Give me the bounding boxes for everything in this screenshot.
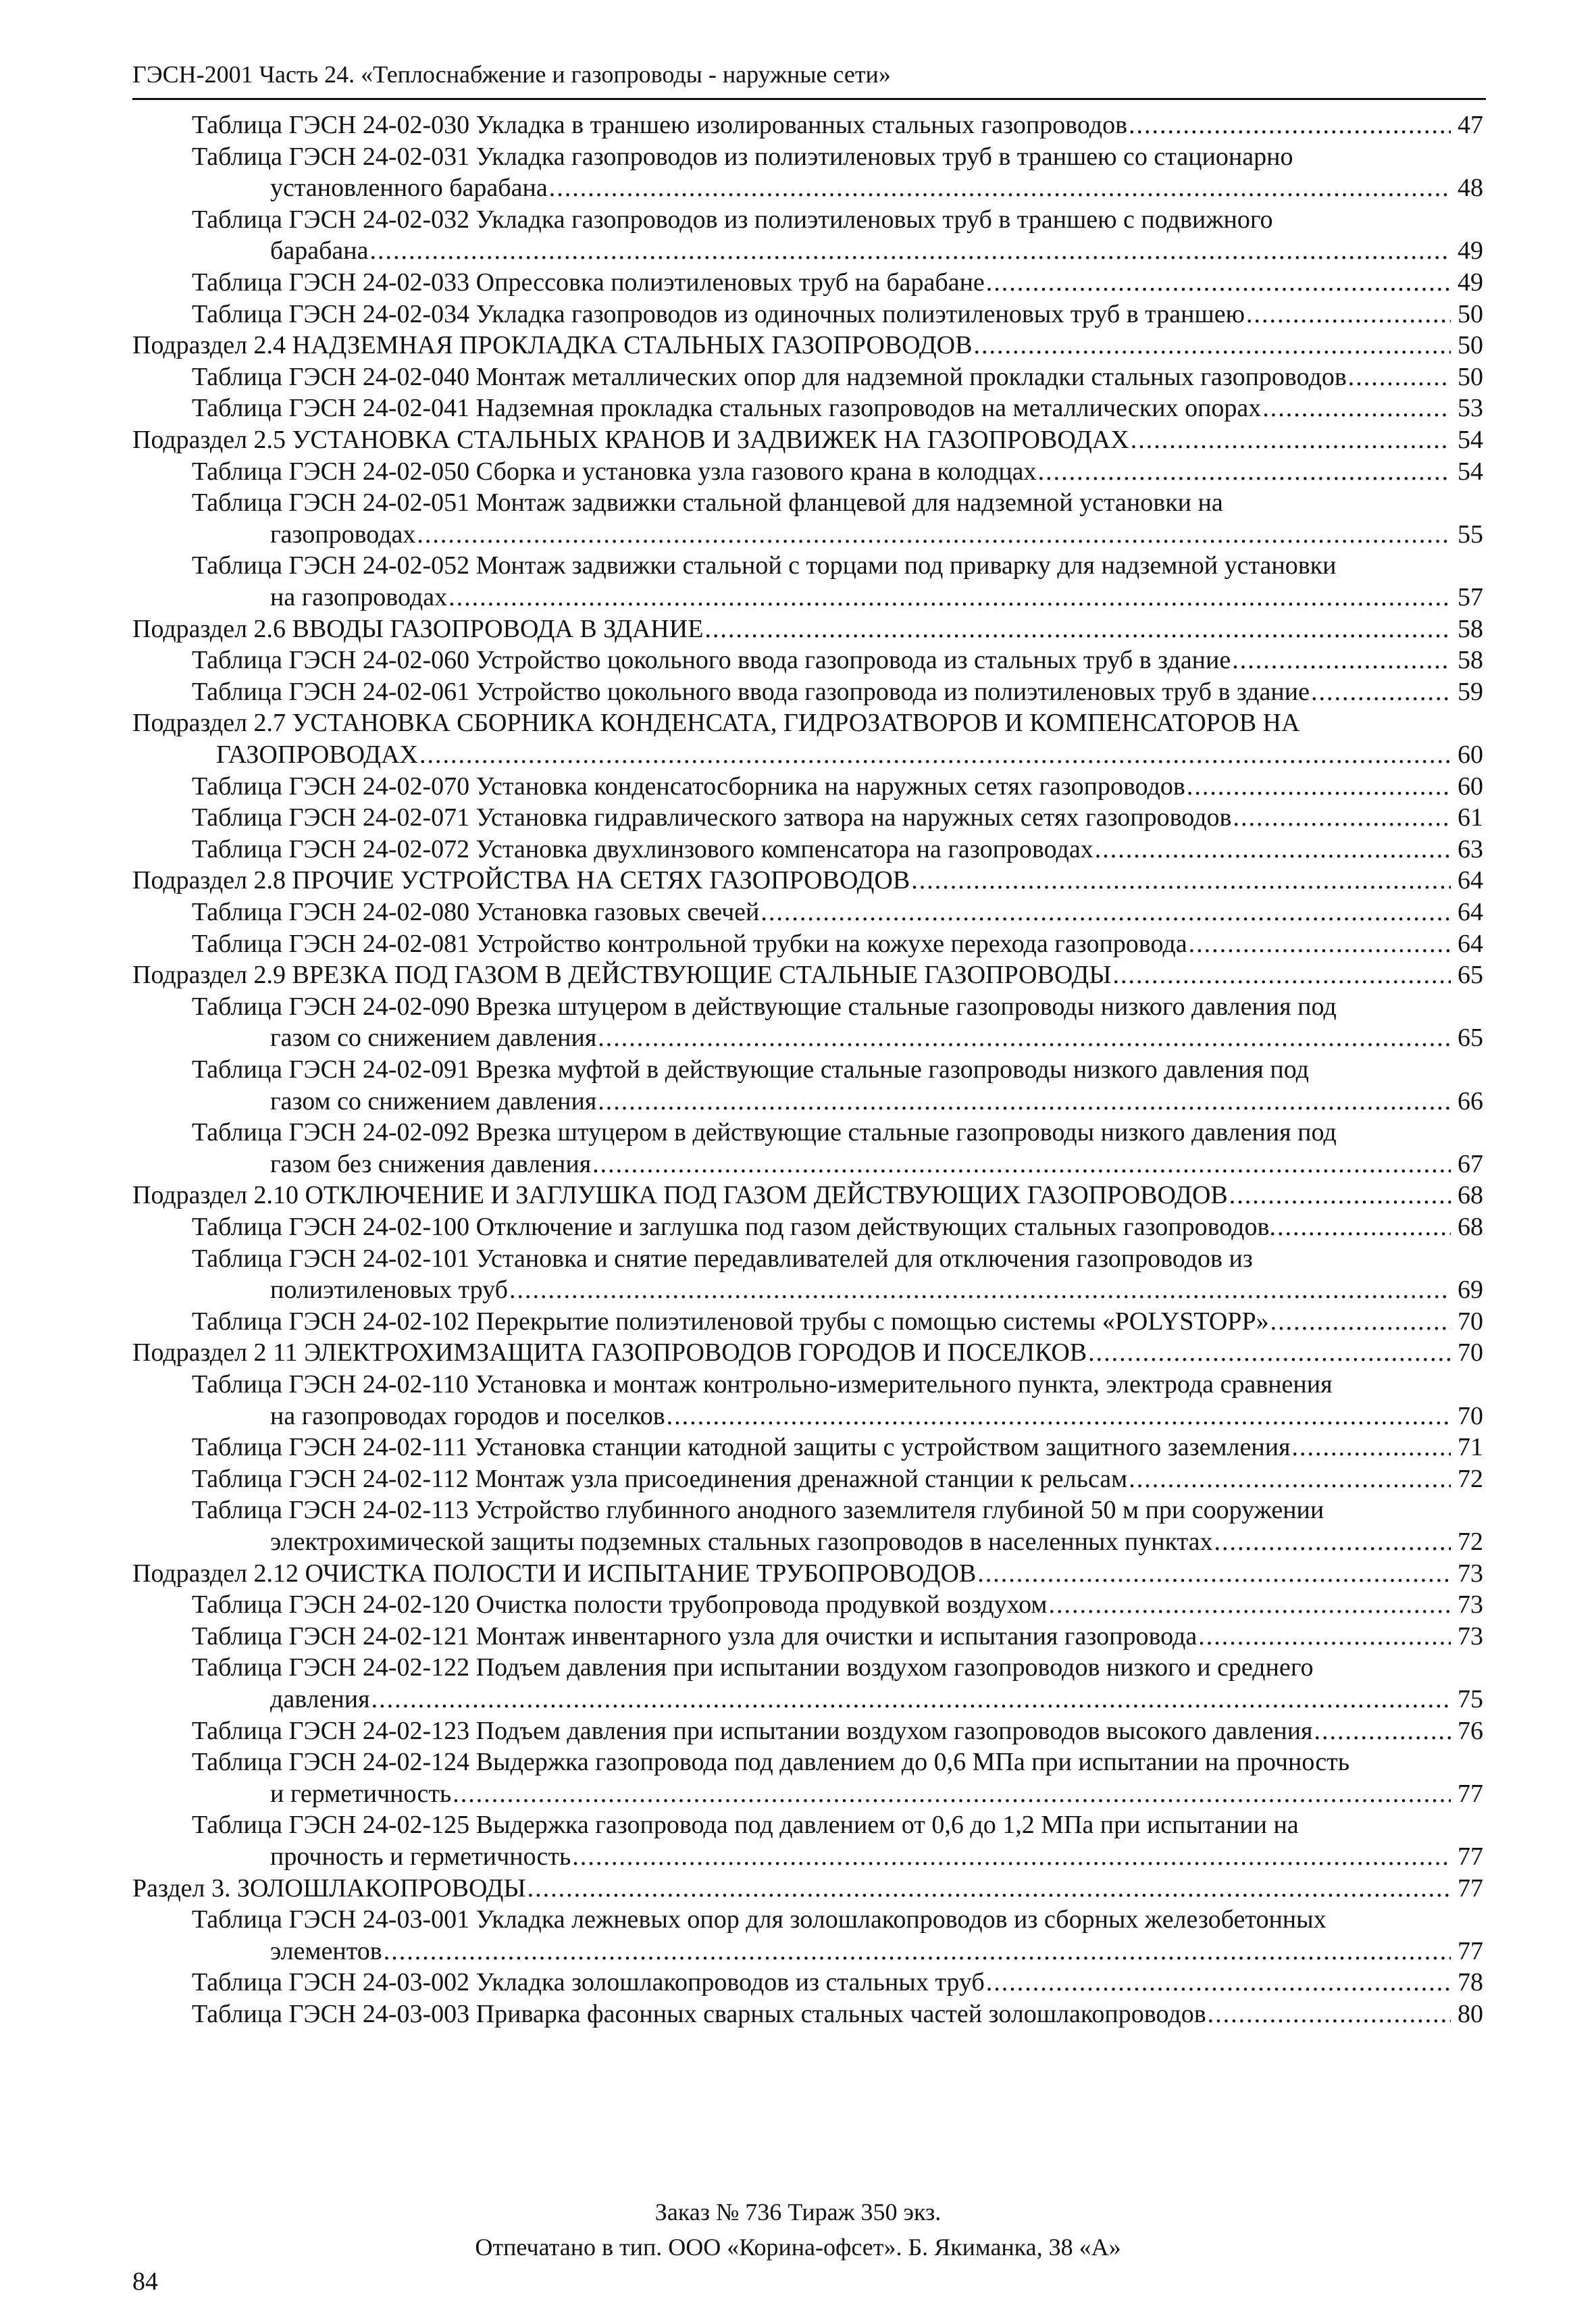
dot-leader [598, 1086, 1451, 1117]
dot-leader [598, 1022, 1451, 1053]
toc-page-number: 68 [1458, 1213, 1483, 1241]
toc-entry-text: на газопроводах городов и поселков [270, 1402, 665, 1430]
toc-entry-text: Таблица ГЭСН 24-02-040 Монтаж металлических опор для надземной прокладки стальных газопроводов [192, 363, 1347, 391]
toc-entry-text: Подраздел 2.5 УСТАНОВКА СТАЛЬНЫХ КРАНОВ И ЗАДВИЖЕК НА ГАЗОПРОВОДАХ [132, 426, 1129, 454]
dot-leader [1229, 1180, 1451, 1211]
toc-page-number: 64 [1458, 930, 1483, 958]
toc-entry-text: Подраздел 2.4 НАДЗЕМНАЯ ПРОКЛАДКА СТАЛЬНЫХ ГАЗОПРОВОДОВ [132, 331, 973, 359]
toc-page-number: 70 [1458, 1402, 1483, 1430]
toc-entry-text: Таблица ГЭСН 24-02-090 Врезка штуцером в действующие стальные газопроводы низкого давления под [192, 992, 1337, 1021]
toc-entry-text: газом со снижением давления [270, 1024, 597, 1052]
dot-leader [384, 1936, 1451, 1967]
toc-entry-text: Таблица ГЭСН 24-02-120 Очистка полости трубопровода продувкой воздухом [192, 1590, 1048, 1619]
dot-leader [1270, 1306, 1451, 1337]
dot-leader [986, 267, 1451, 298]
toc-entry-text: Таблица ГЭСН 24-02-052 Монтаж задвижки стальной с торцами под приварку для надземной установки [192, 551, 1337, 580]
toc-entry-text: Подраздел 2.12 ОЧИСТКА ПОЛОСТИ И ИСПЫТАНИЕ ТРУБОПРОВОДОВ [132, 1559, 977, 1588]
toc-entry-text: Таблица ГЭСН 24-03-001 Укладка лежневых опор для золошлакопроводов из сборных железобетонных [192, 1905, 1327, 1934]
toc-entry-text: Таблица ГЭСН 24-02-041 Надземная прокладка стальных газопроводов на металлических опорах [192, 394, 1262, 422]
toc-page-number: 50 [1458, 331, 1483, 359]
toc-entry-text: Таблица ГЭСН 24-02-124 Выдержка газопровода под давлением до 0,6 МПа при испытании на прочность [192, 1748, 1350, 1776]
toc-page-number: 50 [1458, 300, 1483, 328]
dot-leader [419, 739, 1451, 770]
toc-entry-text: Таблица ГЭСН 24-02-100 Отключение и заглушка под газом действующих стальных газопроводов. [192, 1213, 1276, 1241]
dot-leader [417, 519, 1451, 550]
print-order-info: Заказ № 736 Тираж 350 экз. [654, 2198, 942, 2225]
toc-page-number: 72 [1458, 1465, 1483, 1493]
dot-leader [1232, 645, 1451, 676]
toc-page-number: 78 [1458, 1968, 1483, 1996]
toc-page-number: 49 [1458, 268, 1483, 297]
toc-entry-text: Подраздел 2.8 ПРОЧИЕ УСТРОЙСТВА НА СЕТЯХ ГАЗОПРОВОДОВ [132, 866, 910, 895]
dot-leader [1048, 1589, 1451, 1620]
toc-entry-text: ГАЗОПРОВОДАХ [216, 740, 418, 769]
dot-leader [977, 1558, 1451, 1589]
dot-leader [1187, 771, 1451, 802]
toc-page-number: 61 [1458, 803, 1483, 832]
toc-entry-text: элементов [270, 1937, 382, 1965]
dot-leader [761, 897, 1451, 928]
toc-entry-text: Таблица ГЭСН 24-02-070 Установка конденсатосборника на наружных сетях газопроводов [192, 772, 1185, 801]
toc-entry-text: Подраздел 2.6 ВВОДЫ ГАЗОПРОВОДА В ЗДАНИЕ [132, 615, 704, 643]
toc-entry-text: Таблица ГЭСН 24-02-125 Выдержка газопровода под давлением от 0,6 до 1,2 МПа при испытании на [192, 1811, 1299, 1839]
toc-entry-text: Таблица ГЭСН 24-02-110 Установка и монтаж контрольно-измерительного пункта, электрода сравнения [192, 1370, 1333, 1399]
toc-page-number: 65 [1458, 1024, 1483, 1052]
dot-leader [448, 582, 1451, 613]
dot-leader [1314, 1715, 1451, 1746]
toc-entry-text: Таблица ГЭСН 24-02-122 Подъем давления при испытании воздухом газопроводов низкого и среднего [192, 1653, 1314, 1682]
dot-leader [549, 172, 1451, 203]
toc-entry-text: Таблица ГЭСН 24-02-123 Подъем давления при испытании воздухом газопроводов высокого давления [192, 1717, 1313, 1745]
toc-page-number: 64 [1458, 866, 1483, 895]
toc-entry-text: Раздел 3. ЗОЛОШЛАКОПРОВОДЫ [132, 1874, 526, 1903]
toc-entry-text: Подраздел 2.7 УСТАНОВКА СБОРНИКА КОНДЕНСАТА, ГИДРОЗАТВОРОВ И КОМПЕНСАТОРОВ НА [132, 709, 1300, 737]
toc-page-number: 65 [1458, 961, 1483, 989]
toc-entry-text: Таблица ГЭСН 24-02-112 Монтаж узла присоединения дренажной станции к рельсам [192, 1465, 1128, 1493]
toc-page-number: 55 [1458, 520, 1483, 549]
toc-entry-text: и герметичность [270, 1780, 452, 1808]
dot-leader [527, 1873, 1451, 1904]
dot-leader [1189, 928, 1451, 959]
toc-page-number: 69 [1458, 1276, 1483, 1304]
header-rule [132, 98, 1486, 100]
running-header: ГЭСН-2001 Часть 24. «Теплоснабжение и газопроводы - наружные сети» [132, 61, 891, 88]
toc-entry-text: Таблица ГЭСН 24-02-113 Устройство глубинного анодного заземлителя глубиной 50 м при сооружении [192, 1496, 1324, 1524]
dot-leader [453, 1778, 1451, 1809]
toc-entry-text: Таблица ГЭСН 24-02-030 Укладка в траншею изолированных стальных газопроводов [192, 111, 1128, 139]
dot-leader [1311, 676, 1451, 707]
toc-entry-text: Подраздел 2.9 ВРЕЗКА ПОД ГАЗОМ В ДЕЙСТВУЮЩИЕ СТАЛЬНЫЕ ГАЗОПРОВОДЫ [132, 961, 1112, 989]
toc-entry-text: Таблица ГЭСН 24-02-051 Монтаж задвижки стальной фланцевой для надземной установки на [192, 488, 1223, 517]
toc-entry-text: Таблица ГЭСН 24-02-092 Врезка штуцером в действующие стальные газопроводы низкого давления под [192, 1118, 1337, 1147]
toc-page-number: 75 [1458, 1685, 1483, 1713]
toc-entry-text: Таблица ГЭСН 24-02-071 Установка гидравлического затвора на наружных сетях газопроводов [192, 803, 1232, 832]
dot-leader [1129, 1463, 1451, 1494]
dot-leader [1129, 109, 1451, 141]
toc-page-number: 68 [1458, 1181, 1483, 1209]
toc-page-number: 64 [1458, 898, 1483, 926]
dot-leader [1088, 1337, 1451, 1368]
toc-entry-text: Таблица ГЭСН 24-03-003 Приварка фасонных сварных стальных частей золошлакопроводов [192, 2000, 1206, 2028]
toc-page-number: 70 [1458, 1307, 1483, 1336]
toc-page-number: 58 [1458, 615, 1483, 643]
dot-leader [592, 1149, 1451, 1180]
toc-page-number: 60 [1458, 772, 1483, 801]
dot-leader [1112, 959, 1451, 990]
toc-entry-text: полиэтиленовых труб [270, 1276, 508, 1304]
toc-page-number: 73 [1458, 1559, 1483, 1588]
toc-entry-text: газопроводах [270, 520, 416, 549]
toc-page-number: 73 [1458, 1622, 1483, 1651]
toc-entry-text: Таблица ГЭСН 24-02-031 Укладка газопроводов из полиэтиленовых труб в траншею со стационарно [192, 143, 1293, 171]
toc-page-number: 57 [1458, 583, 1483, 611]
toc-page-number: 48 [1458, 174, 1483, 202]
toc-page-number: 54 [1458, 457, 1483, 486]
toc-entry-text: Таблица ГЭСН 24-02-072 Установка двухлинзового компенсатора на газопроводах [192, 835, 1093, 863]
toc-entry-text: Таблица ГЭСН 24-02-032 Укладка газопроводов из полиэтиленовых труб в траншею с подвижного [192, 205, 1273, 234]
dot-leader [1208, 1998, 1451, 2030]
toc-entry-text: прочность и герметичность [270, 1842, 571, 1871]
toc-entry-text: барабана [270, 236, 369, 265]
dot-leader [1095, 834, 1451, 865]
dot-leader [667, 1401, 1451, 1432]
toc-entry-text: Таблица ГЭСН 24-02-080 Установка газовых свечей [192, 898, 760, 926]
toc-entry-text: Таблица ГЭСН 24-02-033 Опрессовка полиэтиленовых труб на барабане [192, 268, 985, 297]
dot-leader [1131, 424, 1451, 455]
toc-page-number: 77 [1458, 1842, 1483, 1871]
toc-page-number: 58 [1458, 646, 1483, 674]
toc-page-number: 67 [1458, 1150, 1483, 1178]
toc-page-number: 63 [1458, 835, 1483, 863]
dot-leader [1038, 456, 1451, 487]
dot-leader [509, 1274, 1451, 1305]
toc-page-number: 50 [1458, 363, 1483, 391]
toc-page-number: 76 [1458, 1717, 1483, 1745]
toc-entry-text: электрохимической защиты подземных стальных газопроводов в населенных пунктах [270, 1528, 1213, 1556]
toc-page-number: 70 [1458, 1338, 1483, 1367]
toc-entry-text: газом без снижения давления [270, 1150, 592, 1178]
toc-entry-text: Таблица ГЭСН 24-03-002 Укладка золошлакопроводов из стальных труб [192, 1968, 985, 1996]
toc-page-number: 77 [1458, 1780, 1483, 1808]
dot-leader [1277, 1211, 1451, 1242]
toc-entry-text: Таблица ГЭСН 24-02-050 Сборка и установка узла газового крана в колодцах [192, 457, 1037, 486]
toc-entry-text: Таблица ГЭСН 24-02-121 Монтаж инвентарного узла для очистки и испытания газопровода [192, 1622, 1198, 1651]
toc-entry-text: Подраздел 2 11 ЭЛЕКТРОХИМЗАЩИТА ГАЗОПРОВОДОВ ГОРОДОВ И ПОСЕЛКОВ [132, 1338, 1087, 1367]
dot-leader [369, 235, 1451, 266]
toc-page-number: 71 [1458, 1433, 1483, 1461]
toc-entry-text: Таблица ГЭСН 24-02-060 Устройство цокольного ввода газопровода из стальных труб в здание [192, 646, 1231, 674]
toc-page-number: 54 [1458, 426, 1483, 454]
dot-leader [1198, 1621, 1451, 1652]
toc-entry-text: на газопроводах [270, 583, 448, 611]
toc-page-number: 77 [1458, 1874, 1483, 1903]
toc-entry-text: Таблица ГЭСН 24-02-034 Укладка газопроводов из одиночных полиэтиленовых труб в траншею [192, 300, 1245, 328]
toc-page-number: 53 [1458, 394, 1483, 422]
toc-entry-text: Таблица ГЭСН 24-02-111 Установка станции катодной защиты с устройством защитного заземления [192, 1433, 1291, 1461]
toc-page-number: 59 [1458, 678, 1483, 706]
toc-entry-text: Таблица ГЭСН 24-02-061 Устройство цокольного ввода газопровода из полиэтиленовых труб в здание [192, 678, 1310, 706]
dot-leader [1348, 361, 1451, 393]
toc-entry-text: установленного барабана [270, 174, 548, 202]
dot-leader [572, 1841, 1451, 1872]
dot-leader [1262, 393, 1451, 424]
toc-entry-text: Подраздел 2.10 ОТКЛЮЧЕНИЕ И ЗАГЛУШКА ПОД ГАЗОМ ДЕЙСТВУЮЩИХ ГАЗОПРОВОДОВ [132, 1181, 1228, 1209]
dot-leader [1292, 1432, 1451, 1463]
toc-entry-text: Таблица ГЭСН 24-02-081 Устройство контрольной трубки на кожухе перехода газопровода [192, 930, 1187, 958]
dot-leader [704, 613, 1451, 645]
toc-entry-text: давления [270, 1685, 370, 1713]
dot-leader [973, 330, 1451, 361]
toc-entry-text: Таблица ГЭСН 24-02-102 Перекрытие полиэтиленовой трубы с помощью системы «POLYSTOPP» [192, 1307, 1269, 1336]
toc-page-number: 60 [1458, 740, 1483, 769]
dot-leader [371, 1684, 1451, 1715]
toc-page-number: 49 [1458, 236, 1483, 265]
dot-leader [986, 1967, 1451, 1998]
toc-page-number: 72 [1458, 1528, 1483, 1556]
toc-page-number: 77 [1458, 1937, 1483, 1965]
toc-page-number: 47 [1458, 111, 1483, 139]
toc-entry-text: Таблица ГЭСН 24-02-091 Врезка муфтой в действующие стальные газопроводы низкого давления под [192, 1055, 1309, 1084]
toc-page-number: 66 [1458, 1087, 1483, 1115]
dot-leader [1214, 1526, 1451, 1557]
dot-leader [1233, 802, 1451, 833]
printing-house-info: Отпечатано в тип. ООО «Корина-офсет». Б. Якиманка, 38 «А» [475, 2234, 1121, 2261]
page-number: 84 [132, 2267, 158, 2296]
toc-entry-text: газом со снижением давления [270, 1087, 597, 1115]
toc-entry-text: Таблица ГЭСН 24-02-101 Установка и снятие передавливателей для отключения газопроводов из [192, 1244, 1253, 1273]
toc-page-number: 80 [1458, 2000, 1483, 2028]
dot-leader [1246, 299, 1451, 330]
toc-page-number: 73 [1458, 1590, 1483, 1619]
dot-leader [911, 865, 1451, 896]
